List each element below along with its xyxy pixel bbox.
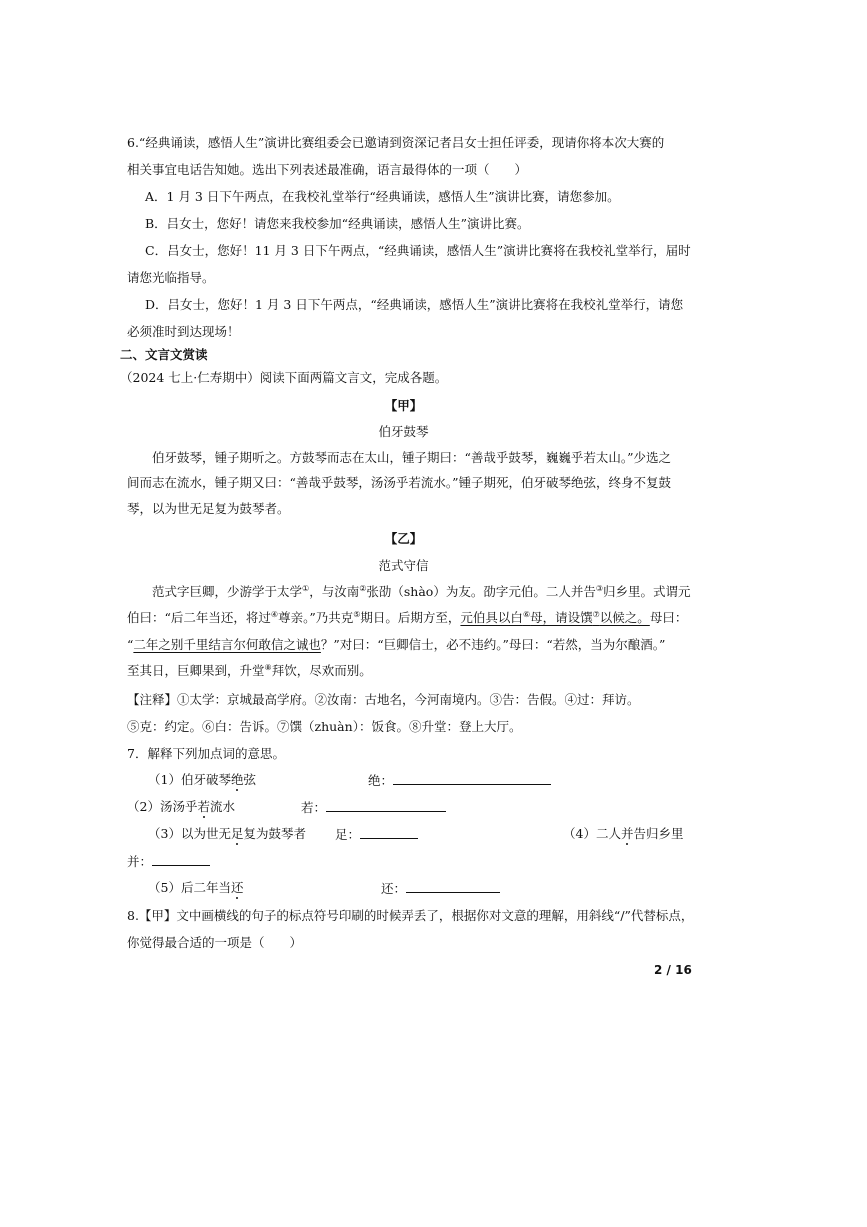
q7-stem: 7．解释下列加点词的意思。: [127, 746, 285, 761]
q7-item3: （3）以为世无足复为鼓琴者: [148, 826, 306, 841]
q8-stem-line1: 8.【甲】文中画横线的句子的标点符号印刷的时候弄丢了，根据你对文意的理解，用斜线“/”代替标点，: [127, 908, 694, 923]
q7-item2-answer: 若：: [301, 799, 446, 816]
q6-option-b: B．吕女士，您好！请您来我校参加“经典诵读，感悟人生”演讲比赛。: [145, 216, 530, 231]
q7-item4: （4）二人并告归乡里: [563, 826, 684, 841]
section-source: （2024 七上·仁寿期中）阅读下面两篇文言文，完成各题。: [120, 370, 448, 385]
passage-yi-label: 【乙】: [384, 531, 423, 546]
q6-option-d-line2: 必须准时到达现场！: [127, 324, 240, 339]
q7-item2: （2）汤汤乎若流水: [127, 799, 235, 814]
answer-blank-1[interactable]: [393, 772, 551, 785]
passage-jia-line3: 琴，以为世无足复为鼓琴者。: [127, 501, 290, 516]
q7-item5: （5）后二年当还: [148, 880, 244, 895]
answer-blank-3[interactable]: [360, 826, 418, 839]
q7-item1: （1）伯牙破琴绝弦: [148, 772, 256, 787]
passage-yi-line2: 伯曰：“后二年当还，将过④尊亲。”乃共克⑤期日。后期方至，元伯具以白⑥母，请设馔⑦以候之。母曰：: [127, 609, 688, 625]
q7-item1-answer: 绝：: [368, 772, 551, 789]
passage-jia-line1: 伯牙鼓琴，锺子期听之。方鼓琴而志在太山，锺子期曰：“善哉乎鼓琴，巍巍乎若太山。”少选之: [152, 450, 672, 465]
answer-blank-5[interactable]: [406, 880, 500, 893]
passage-yi-line3: “二年之别千里结言尔何敢信之诚也？”对曰：“巨卿信士，必不违约。”母曰：“若然，当为尔酿酒。”: [127, 637, 666, 652]
q6-option-a: A．1 月 3 日下午两点，在我校礼堂举行“经典诵读，感悟人生”演讲比赛，请您参加。: [145, 189, 620, 204]
passage-yi-title: 范式守信: [378, 558, 429, 573]
q7-item3-answer: 足：: [335, 826, 418, 843]
q6-option-c-line2: 请您光临指导。: [127, 270, 215, 285]
q6-stem-line1: 6.“经典诵读，感悟人生”演讲比赛组委会已邀请到资深记者吕女士担任评委，现请你将本次大赛的: [127, 135, 665, 150]
passage-yi-line4: 至其日，巨卿果到，升堂⑧拜饮，尽欢而别。: [127, 662, 372, 678]
q8-stem-line2: 你觉得最合适的一项是（ ）: [127, 935, 303, 950]
notes-line2: ⑤克：约定。⑥白：告诉。⑦馔（zhuàn）：饭食。⑧升堂：登上大厅。: [127, 719, 522, 734]
underlined-sentence-mother: 二年之别千里结言尔何敢信之诚也: [133, 637, 321, 652]
q6-option-d-line1: D．吕女士，您好！1 月 3 日下午两点，“经典诵读，感悟人生”演讲比赛将在我校礼堂举行，请您: [145, 297, 684, 312]
q6-stem-line2: 相关事宜电话告知她。选出下列表述最准确，语言最得体的一项（ ）: [127, 162, 528, 177]
q7-item4-answer: 并：: [127, 853, 210, 870]
underlined-sentence-yi: 元伯具以白⑥母，请设馔⑦以候之。: [460, 609, 650, 625]
section-heading: 二、文言文赏读: [120, 347, 208, 362]
passage-jia-line2: 间而志在流水，锺子期又曰：“善哉乎鼓琴，汤汤乎若流水。”锺子期死，伯牙破琴绝弦，终身不复鼓: [127, 475, 672, 490]
passage-jia-label: 【甲】: [384, 398, 423, 413]
q7-item5-answer: 还：: [381, 880, 500, 897]
notes-line1: 【注释】①太学：京城最高学府。②汝南：古地名，今河南境内。③告：告假。④过：拜访。: [127, 692, 640, 707]
answer-blank-2[interactable]: [326, 799, 446, 812]
page-number: 2 / 16: [654, 963, 692, 977]
answer-blank-4[interactable]: [152, 853, 210, 866]
passage-jia-title: 伯牙鼓琴: [378, 424, 429, 439]
q6-option-c-line1: C．吕女士，您好！11 月 3 日下午两点，“经典诵读，感悟人生”演讲比赛将在我校礼堂举行，届时: [145, 243, 691, 258]
passage-yi-line1: 范式字巨卿，少游学于太学①，与汝南②张劭（shào）为友。劭字元伯。二人并告③归乡里。式谓元: [152, 583, 691, 599]
